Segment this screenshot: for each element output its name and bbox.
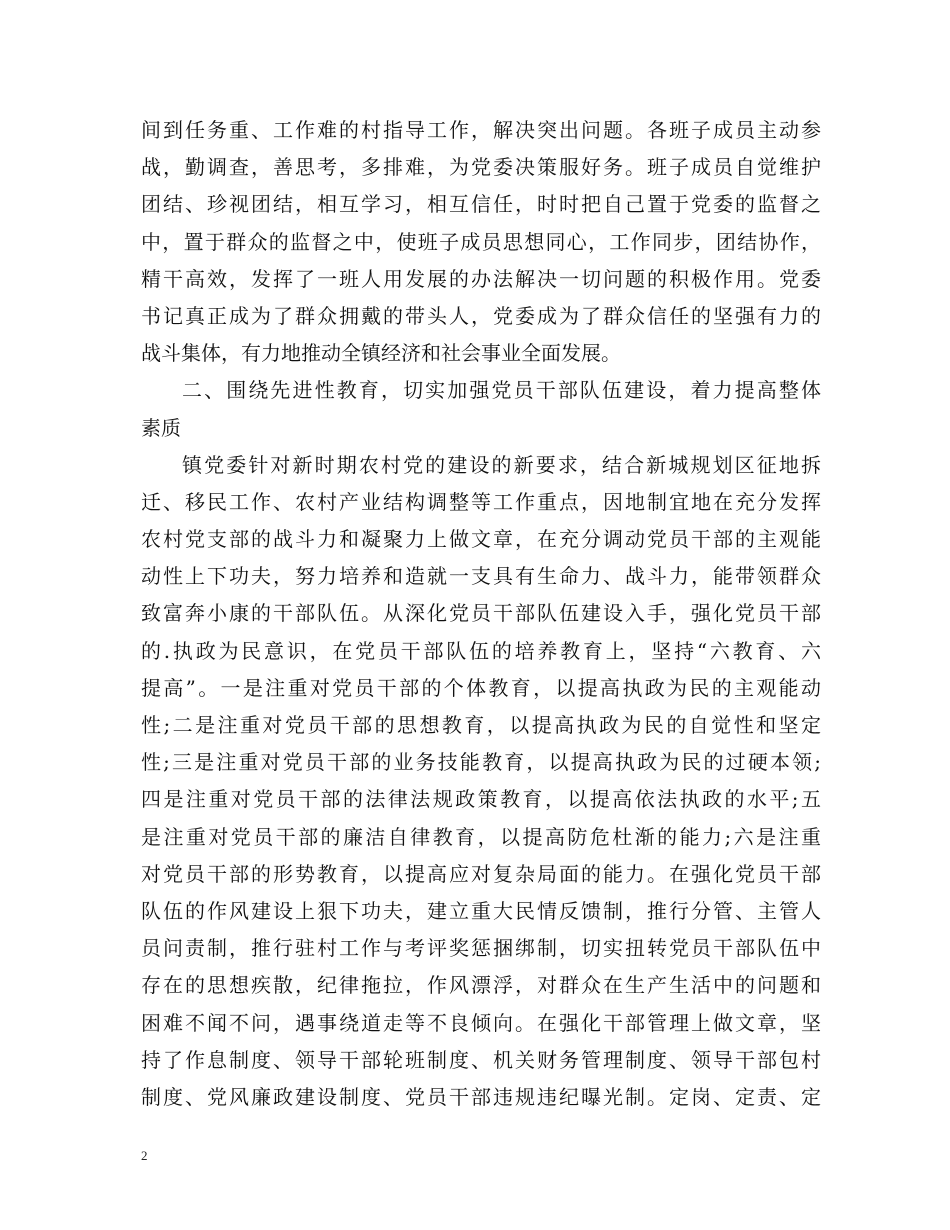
paragraph <box>141 447 821 1116</box>
text-line: 二、围绕先进性教育，切实加强党员干部队伍建设，着力提高整体 <box>182 378 821 403</box>
text-line: 迁、移民工作、农村产业结构调整等工作重点，因地制宜地在充分发挥 <box>141 489 821 514</box>
text-line: 对党员干部的形势教育，以提高应对复杂局面的能力。在强化党员干部 <box>141 861 821 886</box>
text-line: 队伍的作风建设上狠下功夫，建立重大民情反馈制，推行分管、主管人 <box>141 898 821 923</box>
text-line: 性;二是注重对党员干部的思想教育，以提高执政为民的自觉性和坚定 <box>141 713 821 737</box>
text-line: 困难不闻不问，遇事绕道走等不良倾向。在强化干部管理上做文章，坚 <box>141 1010 821 1035</box>
text-line: 性;三是注重对党员干部的业务技能教育，以提高执政为民的过硬本领; <box>141 750 821 775</box>
text-line: 是注重对党员干部的廉洁自律教育，以提高防危杜渐的能力;六是注重 <box>141 824 821 849</box>
text-line: 精干高效，发挥了一班人用发展的办法解决一切问题的积极作用。党委 <box>141 266 821 291</box>
text-line: 员问责制，推行驻村工作与考评奖惩捆绑制，切实扭转党员干部队伍中 <box>141 936 821 961</box>
text-line: 农村党支部的战斗力和凝聚力上做文章，在充分调动党员干部的主观能 <box>141 527 821 552</box>
text-line: 中，置于群众的监督之中，使班子成员思想同心，工作同步，团结协作， <box>141 229 821 254</box>
text-line: 素质 <box>141 415 181 440</box>
text-line: 战，勤调查，善思考，多排难，为党委决策服好务。班子成员自觉维护 <box>141 155 821 180</box>
text-line: 间到任务重、工作难的村指导工作，解决突出问题。各班子成员主动参 <box>141 118 821 142</box>
text-line: 书记真正成为了群众拥戴的带头人，党委成为了群众信任的坚强有力的 <box>141 303 821 328</box>
paragraph <box>141 372 821 446</box>
text-line: 团结、珍视团结，相互学习，相互信任，时时把自己置于党委的监督之 <box>141 192 821 217</box>
document-body <box>141 112 821 1116</box>
text-line: 的.执政为民意识，在党员干部队伍的培养教育上，坚持“六教育、六 <box>141 638 821 663</box>
text-line: 存在的思想疾散，纪律拖拉，作风漂浮，对群众在生产生活中的问题和 <box>141 973 821 998</box>
page-number: 2 <box>141 1148 148 1163</box>
text-line: 战斗集体，有力地推动全镇经济和社会事业全面发展。 <box>141 341 621 366</box>
text-line: 制度、党风廉政建设制度、党员干部违规违纪曝光制。定岗、定责、定 <box>141 1084 821 1109</box>
text-line: 提高”。一是注重对党员干部的个体教育，以提高执政为民的主观能动 <box>141 675 821 700</box>
text-line: 持了作息制度、领导干部轮班制度、机关财务管理制度、领导干部包村 <box>141 1047 821 1072</box>
paragraph <box>141 112 821 372</box>
text-line: 镇党委针对新时期农村党的建设的新要求，结合新城规划区征地拆 <box>182 452 821 477</box>
text-line: 致富奔小康的干部队伍。从深化党员干部队伍建设入手，强化党员干部 <box>141 601 821 626</box>
text-line: 四是注重对党员干部的法律法规政策教育，以提高依法执政的水平;五 <box>141 787 821 812</box>
text-line: 动性上下功夫，努力培养和造就一支具有生命力、战斗力，能带领群众 <box>141 564 821 589</box>
